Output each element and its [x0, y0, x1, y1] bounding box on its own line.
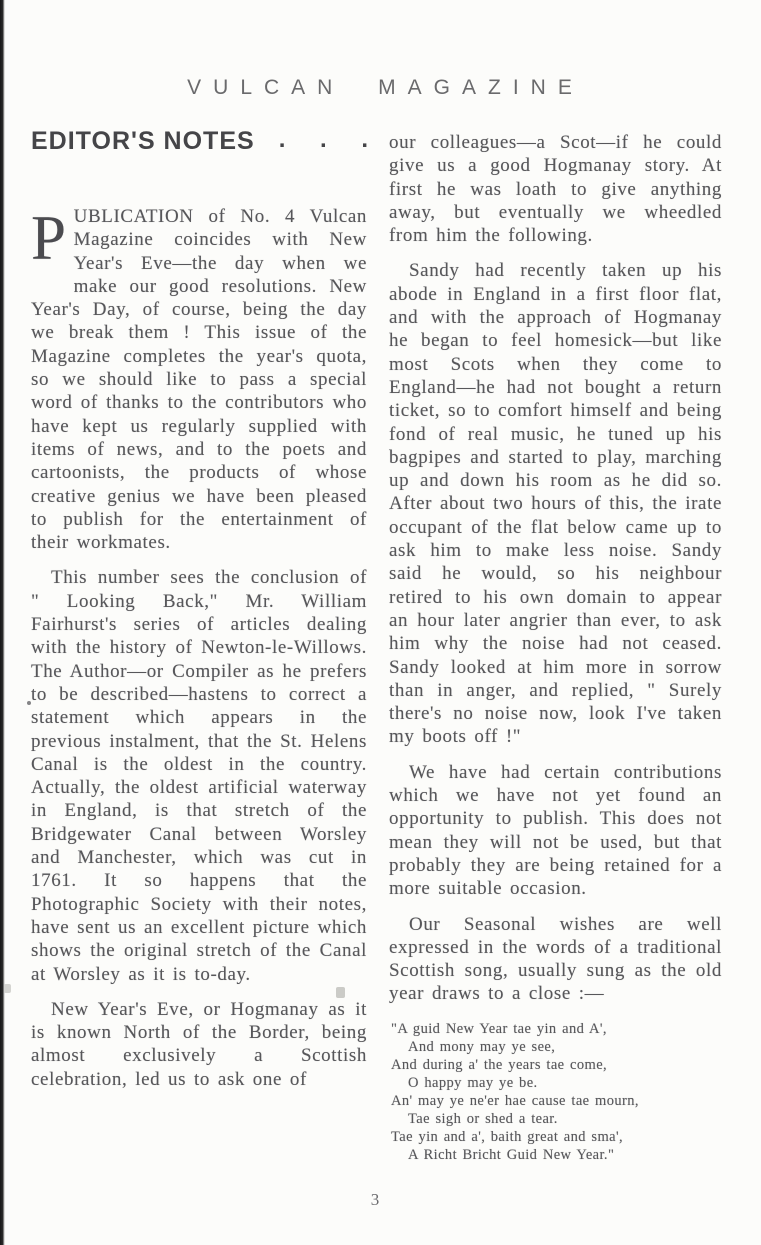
poem	[389, 1020, 722, 1164]
paragraph: Sandy had recently taken up his abode in England in a first floor flat, and with the approach of Hogmanay he began to feel homesick—but like most Scots when they come to England—he had not bought a return ticket, so to comfort himself and being fond of real music, he tuned up his bagpipes and started to play, marching up and down his room as he did so. After about two hours of this, the irate occupant of the flat below came up to ask him to make less noise. Sandy said he would, so his neighbour retired to his own domain to appear an hour later angrier than ever, to ask him why the noise had not ceased. Sandy looked at him more in sorrow than in anger, and replied, " Surely there's no noise now, look I've taken my boots off !"	[389, 260, 722, 748]
poem-line: "A guid New Year tae yin and A',	[391, 1020, 607, 1037]
section-heading-text: EDITOR'S NOTES	[31, 127, 255, 155]
right-column	[389, 131, 722, 1164]
poem-line: Tae yin and a', baith great and sma',	[391, 1128, 624, 1145]
poem-line: A Richt Bricht Guid New Year."	[408, 1146, 615, 1163]
scan-artifact	[4, 984, 11, 993]
paragraph: New Year's Eve, or Hogmanay as it is known North of the Border, being almost exclusively a Scottish celebration, led us to ask one of	[31, 998, 367, 1090]
section-heading	[31, 126, 369, 162]
poem-line: And mony may ye see,	[408, 1038, 556, 1055]
paragraph: our colleagues—a Scot—if he could give us a good Hogmanay story. At first he was loath to give anything away, but eventually we wheedled from him the following.	[389, 132, 722, 247]
section-heading-dots: . . .	[278, 126, 369, 153]
paragraph-text: UBLICATION of No. 4 Vulcan Magazine coincides with New Year's Eve—the day when we make our good resolutions. New Year's Day, of course, being the day we break them ! This issue of the Magazine completes the year's quota, so we should like to pass a special word of thanks to the contributors who have kept us regularly supplied with items of news, and to the poets and cartoonists, the products of whose creative genius we have been pleased to publish for the entertainment of their workmates.	[31, 206, 367, 554]
drop-cap: P	[31, 203, 67, 273]
page-number: 3	[370, 1190, 380, 1209]
magazine-title: VULCAN MAGAZINE	[187, 76, 584, 99]
paragraph: We have had certain contributions which we have not yet found an opportunity to publish. This does not mean they will not be used, but that probably they are being retained for a more suitable occasion.	[389, 761, 722, 900]
poem-line: And during a' the years tae come,	[391, 1056, 608, 1073]
left-column	[31, 126, 369, 1091]
poem-line: An' may ye ne'er hae cause tae mourn,	[391, 1092, 639, 1109]
paragraph: Our Seasonal wishes are well expressed in the words of a traditional Scottish song, usually sung as the old year draws to a close :—	[389, 913, 722, 1005]
paragraph	[31, 205, 367, 554]
poem-line: Tae sigh or shed a tear.	[408, 1110, 558, 1127]
paragraph: This number sees the conclusion of " Looking Back," Mr. William Fairhurst's series of articles dealing with the history of Newton-le-Willows. The Author—or Compiler as he prefers to be described—hastens to correct a statement which appears in the previous instalment, that the St. Helens Canal is the oldest in the country. Actually, the oldest artificial waterway in England, is that stretch of the Bridgewater Canal between Worsley and Manchester, which was cut in 1761. It so happens that the Photographic Society with their notes, have sent us an excellent picture which shows the original stretch of the Canal at Worsley as it is to-day.	[31, 567, 367, 985]
scan-spine-edge	[0, 0, 5, 1245]
poem-line: O happy may ye be.	[408, 1074, 538, 1091]
scan-artifact	[27, 701, 31, 705]
scan-artifact	[336, 987, 345, 998]
